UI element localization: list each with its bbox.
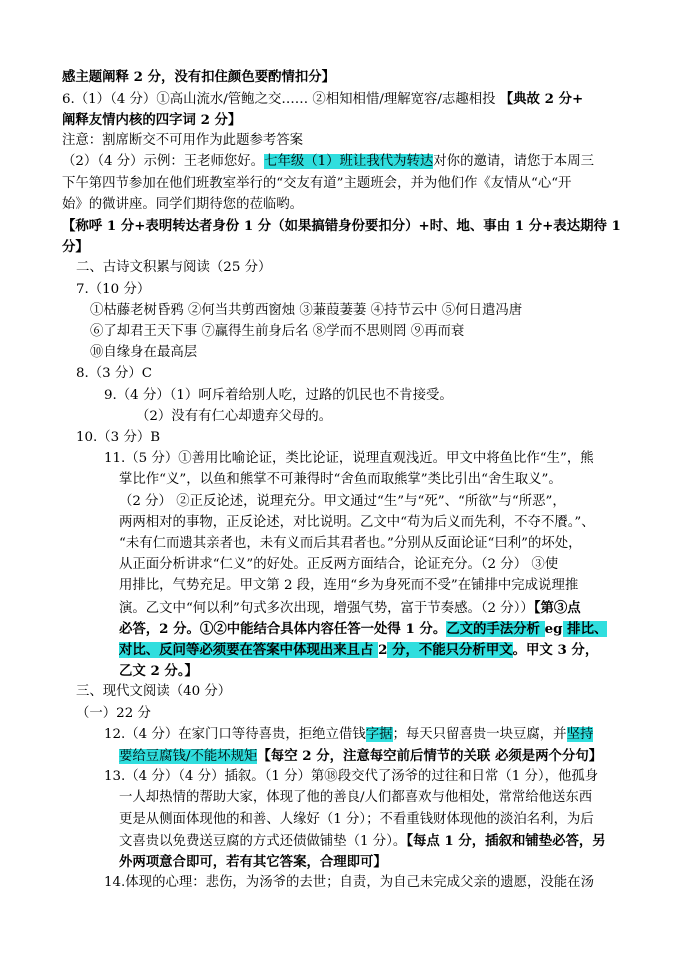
text-line	[62, 89, 583, 109]
text-line	[90, 322, 464, 342]
text-line	[104, 725, 593, 745]
text-line	[136, 407, 332, 427]
text-segment: 下午第四节参加在他们班教室举行的“交友有道”主题班会，并为他们作《友情从“心“开	[62, 176, 572, 191]
text-segment: “未有仁而遗其亲者也，未有义而后其君者也。”分别从反面论证“曰利”的坏处，	[119, 536, 582, 551]
text-line	[76, 364, 152, 384]
text-segment: （2）没有有仁心却遗弃父母的。	[136, 409, 332, 424]
highlighted-text: 七年级（1）班让我代为转达	[264, 154, 434, 169]
text-segment: 外两项意合即可，若有其它答案，合理即可】	[119, 854, 387, 870]
text-line	[62, 152, 594, 172]
text-line	[90, 343, 197, 363]
text-segment: 10.（3 分）B	[76, 430, 161, 445]
text-segment: ⑩自缘身在最高层	[90, 345, 198, 360]
text-segment: （2）（4 分）示例：王老师您好。	[62, 154, 265, 169]
text-line	[76, 428, 160, 448]
text-segment: 一人却热情的帮助大家，体现了他的善良/人们都喜欢与他相处，常常给他送东西	[119, 790, 593, 805]
text-line	[62, 174, 571, 194]
text-line	[76, 258, 271, 278]
text-line	[119, 534, 582, 554]
text-line	[119, 492, 566, 512]
text-segment: ①枯藤老树昏鸦 ②何当共剪西窗烛 ③蒹葭萋萋 ④持节云中 ⑤何日遣冯唐	[90, 303, 523, 318]
text-segment: 更是从侧面体现他的和善、人缘好（1 分）；不看重钱财体现他的淡泊名利，为后	[119, 812, 594, 827]
highlighted-text: 要给豆腐钱/不能坏规矩	[119, 749, 258, 764]
text-line	[119, 788, 592, 808]
text-segment: 【每点 1 分，插叙和铺垫必答，另	[406, 833, 606, 849]
highlighted-text: 坚持	[566, 727, 594, 742]
text-segment: 注意：割席断交不可用作为此题参考答案	[62, 133, 304, 148]
text-segment: （一）22 分	[76, 706, 151, 721]
text-line	[104, 873, 594, 893]
text-segment: 【第③点	[533, 600, 581, 616]
text-line	[104, 449, 594, 469]
text-segment: 三、现代文阅读（40 分）	[76, 684, 232, 699]
highlighted-text: 对比、反问等必须要在答案中体现出来且占	[119, 642, 379, 658]
text-line	[62, 237, 89, 257]
text-segment: 必答，2 分。①②中能结合具体内容任答一处得 1 分。	[119, 621, 447, 637]
text-segment: 文喜贵以免费送豆腐的方式还债做铺垫（1 分）。	[119, 834, 407, 849]
text-line	[119, 640, 598, 660]
text-segment: 14.体现的心理：悲伤，为汤爷的去世；自责，为自己未完成父亲的遗愿，没能在汤	[104, 875, 594, 890]
text-line	[76, 682, 231, 702]
highlighted-text: 分，不能只分析甲文	[387, 642, 513, 658]
text-line	[90, 301, 522, 321]
text-line	[119, 598, 581, 618]
text-segment: 。甲文 3 分，	[512, 642, 599, 658]
text-line	[76, 704, 151, 724]
text-segment: 演。乙文中“何以利”句式多次出现，增强气势，富于节奏感。（2 分））	[119, 601, 534, 616]
text-line	[119, 619, 607, 639]
text-segment: eg	[544, 621, 563, 637]
text-segment: ；每天只留喜贵一块豆腐，并	[392, 727, 567, 742]
text-segment: 用排比，气势充足。甲文第 2 段，连用“乡为身死而不受”在铺排中完成说理推	[119, 578, 579, 593]
text-line	[62, 67, 335, 87]
text-line	[76, 280, 150, 300]
text-line	[104, 386, 453, 406]
text-segment: 9.（4 分）（1）呵斥着给别人吃，过路的饥民也不肯接受。	[104, 388, 453, 403]
text-segment: 阐释友情内核的四字词 2 分】	[62, 112, 242, 128]
text-segment: 8.（3 分）C	[76, 366, 152, 381]
text-line	[119, 746, 602, 766]
text-line	[62, 216, 621, 236]
text-segment: ⑥了却君王天下事 ⑦赢得生前身后名 ⑧学而不思则罔 ⑨再而衰	[90, 324, 465, 339]
text-line	[119, 810, 594, 830]
text-line	[104, 767, 598, 787]
text-segment: 7.（10 分）	[76, 282, 151, 297]
text-segment: 从正面分析讲求“仁义”的好处。正反两方面结合，论证充分。（2 分） ③使	[119, 557, 559, 572]
text-line	[119, 576, 578, 596]
text-line	[119, 513, 595, 533]
text-segment: 二、古诗文积累与阅读（25 分）	[76, 260, 272, 275]
text-segment: 12.（4 分）在家门口等待喜贵，拒绝立借钱	[104, 727, 366, 742]
text-line	[119, 831, 606, 851]
text-segment: 13.（4 分）（4 分）插叙。（1 分）第⑱段交代了汤爷的过往和日常（1 分），他孤身	[104, 769, 599, 784]
text-line	[62, 195, 303, 215]
text-segment: 对你的邀请，请您于本周三	[433, 154, 594, 169]
text-segment: 【称呼 1 分+表明转达者身份 1 分（如果搞错身份要扣分）+时、地、事由 1 分+表达期待 1	[62, 218, 621, 234]
text-segment: 2	[378, 642, 388, 658]
text-line	[119, 470, 562, 490]
text-line	[62, 110, 241, 130]
highlighted-text: 乙文的手法分析	[446, 621, 545, 637]
highlighted-text: 字据	[365, 727, 393, 742]
text-line	[119, 852, 387, 872]
text-segment: 【典故 2 分+	[499, 91, 584, 107]
text-line	[119, 661, 198, 681]
text-segment: 感主题阐释 2 分，没有扣住颜色要酌情扣分】	[62, 69, 336, 85]
text-segment: 分】	[62, 239, 89, 255]
text-segment: 始》的微讲座。同学们期待您的莅临哟。	[62, 197, 304, 212]
text-segment: （2 分） ②正反论述，说理充分。甲文通过“生”与“死”、“所欲”与“所恶”，	[119, 494, 566, 509]
text-segment: 掌比作“义”，以鱼和熊掌不可兼得时“舍鱼而取熊掌”类比引出“舍生取义”。	[119, 472, 562, 487]
text-line	[119, 555, 558, 575]
text-segment: 乙文 2 分。】	[119, 663, 198, 679]
text-segment: 11.（5 分）①善用比喻论证，类比论证，说理直观浅近。甲文中将鱼比作“生”，熊	[104, 451, 594, 466]
highlighted-text: 排比、	[562, 621, 608, 637]
text-line	[62, 131, 303, 151]
text-segment: 6.（1）（4 分）①高山流水/管鲍之交…… ②相知相惜/理解宽容/志趣相投	[62, 92, 500, 107]
text-segment: 两两相对的事物，正反论述，对比说明。乙文中“苟为后义而先利，不夺不餍。”、	[119, 515, 595, 530]
text-segment: 【每空 2 分，注意每空前后情节的关联 必须是两个分句】	[257, 748, 603, 764]
